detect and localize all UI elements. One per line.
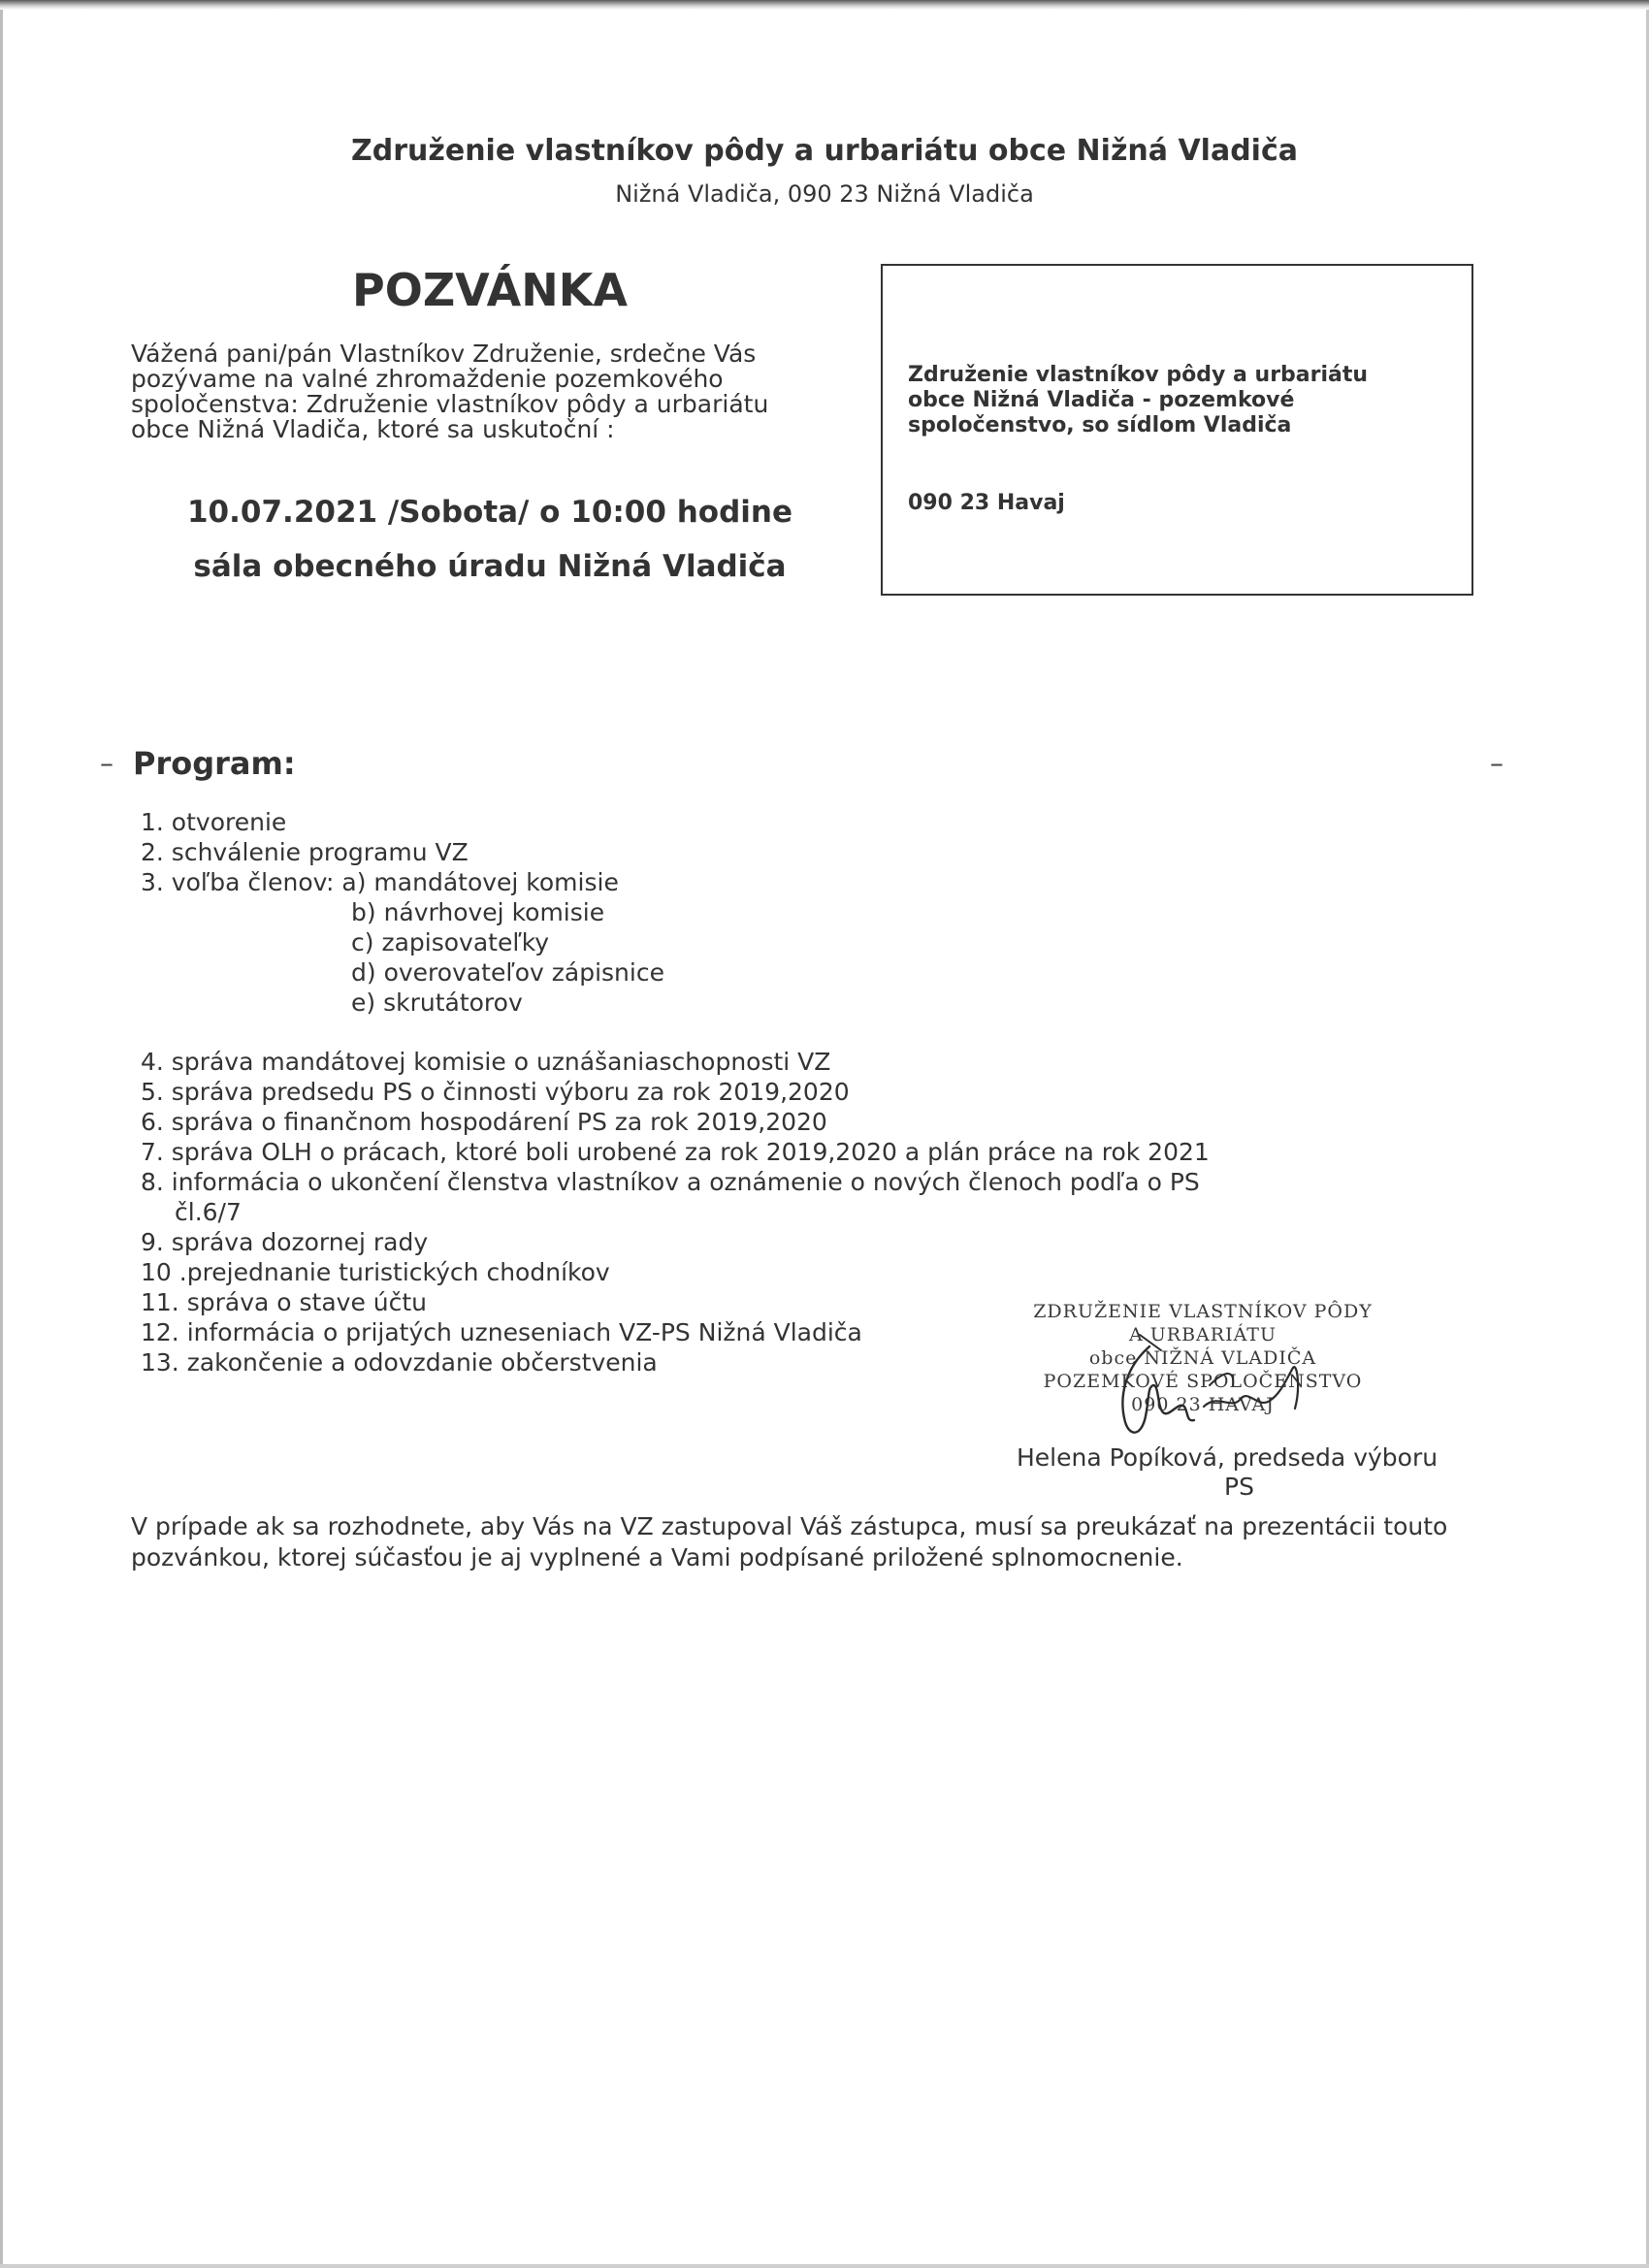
intro-line: Vážená pani/pán Vlastníkov Združenie, srdečne Vás	[131, 340, 757, 368]
scan-edge-top	[0, 0, 1649, 10]
program-item: 6. správa o finančnom hospodárení PS za rok 2019,2020	[141, 1108, 827, 1136]
program-item: 12. informácia o prijatých uzneseniach VZ-PS Nižná Vladiča	[141, 1318, 862, 1346]
organization-address: Nižná Vladiča, 090 23 Nižná Vladiča	[615, 180, 1034, 208]
program-subitem: d) overovateľov zápisnice	[351, 958, 664, 987]
program-item: 3. voľba členov: a) mandátovej komisie	[141, 868, 619, 896]
program-subitem: c) zapisovateľky	[351, 928, 550, 956]
program-item: 4. správa mandátovej komisie o uznášaniaschopnosti VZ	[141, 1048, 831, 1076]
program-item: 10 .prejednanie turistických chodníkov	[141, 1258, 610, 1286]
program-item: 8. informácia o ukončení členstva vlastníkov a oznámenie o nových členoch podľa o PS	[141, 1168, 1200, 1196]
stamp-line: ZDRUŽENIE VLASTNÍKOV PÔDY	[1033, 1301, 1373, 1322]
program-item: 13. zakončenie a odovzdanie občerstvenia	[141, 1348, 658, 1377]
address-line: spoločenstvo, so sídlom Vladiča	[908, 413, 1292, 437]
signer-role: PS	[1224, 1473, 1254, 1501]
scan-edge-left	[0, 10, 3, 2268]
stamp-line: 090 23 HAVAJ	[1131, 1394, 1275, 1415]
address-postal: 090 23 Havaj	[908, 491, 1065, 515]
signer-name: Helena Popíková, predseda výboru	[1017, 1443, 1439, 1472]
address-line: obce Nižná Vladiča - pozemkové	[908, 388, 1295, 412]
program-item: 5. správa predsedu PS o činnosti výboru za rok 2019,2020	[141, 1078, 850, 1106]
margin-dash-right: –	[1490, 747, 1504, 779]
handwritten-signature	[1033, 1329, 1343, 1455]
proxy-note: V prípade ak sa rozhodnete, aby Vás na VZ zastupoval Váš zástupca, musí sa preukázať na prezentácii touto pozvánkou, ktorej súčasťou je aj vyplnené a Vami podpísané priložené splnomocnenie.	[131, 1512, 1448, 1571]
stamp-line: obce NIŽNÁ VLADIČA	[1088, 1347, 1317, 1369]
program-item: 1. otvorenie	[141, 808, 287, 836]
invitation-intro	[131, 341, 829, 442]
event-date-time: 10.07.2021 /Sobota/ o 10:00 hodine	[186, 495, 793, 530]
intro-line: obce Nižná Vladiča, ktoré sa uskutoční :	[131, 415, 615, 443]
margin-dash-left: –	[100, 747, 113, 779]
document-title: POZVÁNKA	[352, 264, 628, 316]
program-item: 11. správa o stave účtu	[141, 1288, 428, 1316]
program-item-continuation: čl.6/7	[175, 1198, 242, 1226]
scan-edge-bottom	[0, 2264, 1649, 2268]
stamp-line: A URBARIÁTU	[1129, 1324, 1277, 1345]
stamp-line: POZEMKOVÉ SPOLOČENSTVO	[1043, 1371, 1363, 1392]
program-subitem: b) návrhovej komisie	[351, 898, 605, 926]
intro-line: pozývame na valné zhromaždenie pozemkového	[131, 365, 724, 393]
program-item: 2. schválenie programu VZ	[141, 838, 469, 866]
program-item: 9. správa dozornej rady	[141, 1228, 429, 1256]
organization-name: Združenie vlastníkov pôdy a urbariátu obce Nižná Vladiča	[351, 134, 1298, 168]
program-subitem: e) skrutátorov	[351, 988, 523, 1017]
program-heading: Program:	[133, 745, 296, 782]
event-place: sála obecného úradu Nižná Vladiča	[193, 549, 787, 584]
program-item: 7. správa OLH o prácach, ktoré boli urobené za rok 2019,2020 a plán práce na rok 2021	[141, 1138, 1210, 1166]
intro-line: spoločenstva: Združenie vlastníkov pôdy a urbariátu	[131, 390, 769, 418]
address-line: Združenie vlastníkov pôdy a urbariátu	[908, 363, 1369, 387]
recipient-address-box	[881, 264, 1473, 596]
